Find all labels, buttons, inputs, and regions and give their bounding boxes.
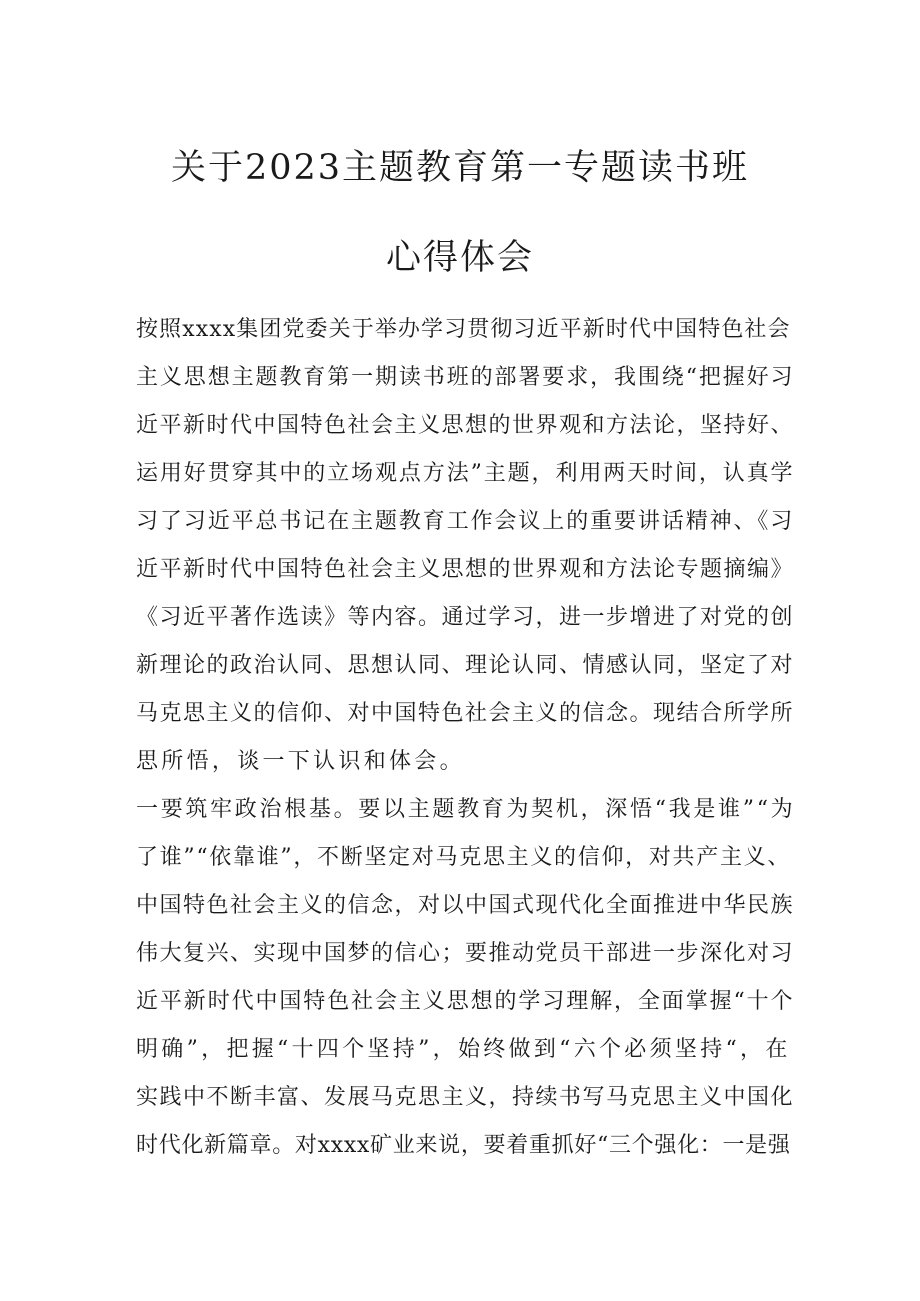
body-text-line: 中国特色社会主义的信念，对以中国式现代化全面推进中华民族 xyxy=(136,893,795,918)
document-title-line-1: 关于2023主题教育第一专题读书班 xyxy=(170,148,750,188)
body-text-line: 主义思想主题教育第一期读书班的部署要求，我围绕“把握好习 xyxy=(136,365,795,390)
body-text-line: 明确”，把握“十四个坚持”，始终做到“六个必须坚持“，在 xyxy=(136,1037,791,1062)
body-text-line: 了谁”“依靠谁”，不断坚定对马克思主义的信仰，对共产主义、 xyxy=(136,845,792,870)
body-text-line: 近平新时代中国特色社会主义思想的世界观和方法论，坚持好、 xyxy=(136,413,795,438)
body-text-line: 思所悟，谈一下认识和体会。 xyxy=(136,749,465,774)
body-text-line: 运用好贯穿其中的立场观点方法”主题，利用两天时间，认真学 xyxy=(136,461,795,486)
body-text-line: 一要筑牢政治根基。要以主题教育为契机，深悟“我是谁”“为 xyxy=(136,797,796,822)
body-text-line: 按照xxxx集团党委关于举办学习贯彻习近平新时代中国特色社会 xyxy=(136,317,791,342)
body-text-line: 马克思主义的信仰、对中国特色社会主义的信念。现结合所学所 xyxy=(136,701,795,726)
body-text-line: 新理论的政治认同、思想认同、理论认同、情感认同，坚定了对 xyxy=(136,653,795,678)
document-title-line-2: 心得体会 xyxy=(385,238,534,278)
body-text-line: 实践中不断丰富、发展马克思主义，持续书写马克思主义中国化 xyxy=(136,1085,795,1110)
body-text-line: 《习近平著作选读》等内容。通过学习，进一步增进了对党的创 xyxy=(136,605,795,630)
body-text-line: 伟大复兴、实现中国梦的信心；要推动党员干部进一步深化对习 xyxy=(136,941,795,966)
body-text-line: 时代化新篇章。对xxxx矿业来说，要着重抓好“三个强化：一是强 xyxy=(136,1133,791,1158)
body-text-line: 近平新时代中国特色社会主义思想的世界观和方法论专题摘编》 xyxy=(136,557,795,582)
body-text-line: 近平新时代中国特色社会主义思想的学习理解，全面掌握“十个 xyxy=(136,989,795,1014)
body-text-line: 习了习近平总书记在主题教育工作会议上的重要讲话精神、《习 xyxy=(136,509,795,534)
